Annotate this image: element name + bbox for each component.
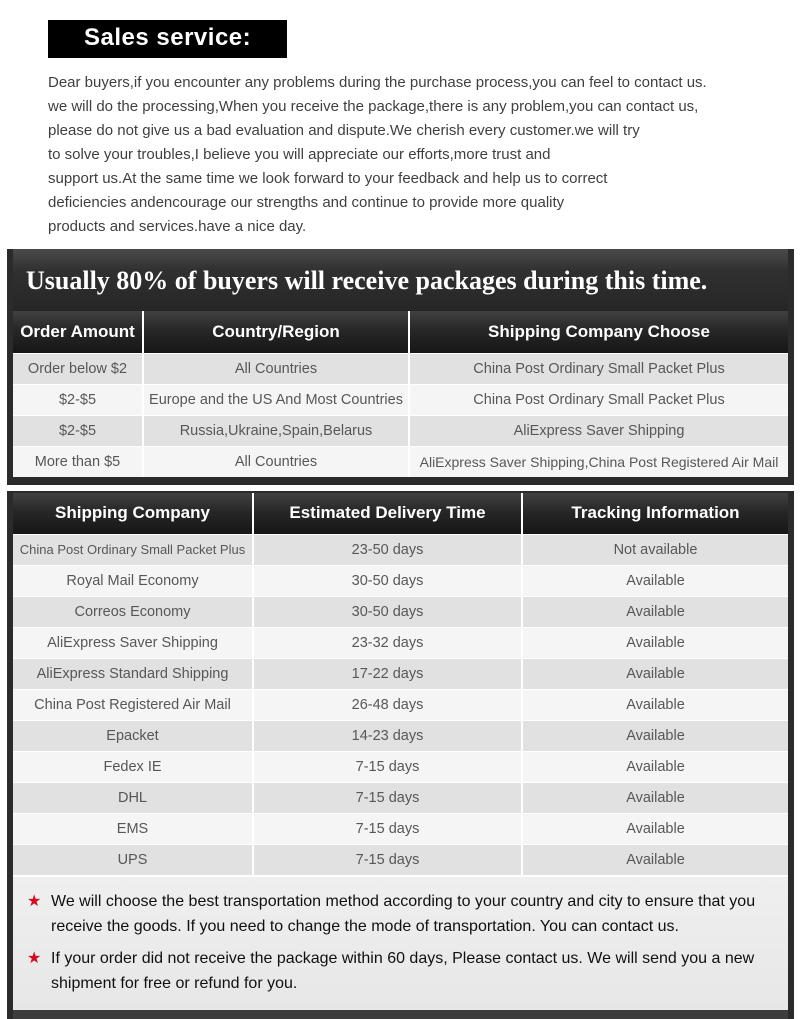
table-cell: China Post Ordinary Small Packet Plus bbox=[409, 384, 788, 415]
table-cell: China Post Registered Air Mail bbox=[13, 690, 253, 721]
table-cell: Available bbox=[522, 783, 788, 814]
table-row bbox=[13, 566, 788, 597]
table-cell: Europe and the US And Most Countries bbox=[143, 384, 409, 415]
table-cell: 30-50 days bbox=[253, 597, 522, 628]
table-row bbox=[13, 721, 788, 752]
table-row bbox=[13, 628, 788, 659]
table-cell: Available bbox=[522, 597, 788, 628]
table-cell: Available bbox=[522, 845, 788, 876]
table-cell: Epacket bbox=[13, 721, 253, 752]
table-cell: 7-15 days bbox=[253, 783, 522, 814]
table-row bbox=[13, 752, 788, 783]
table-cell: 7-15 days bbox=[253, 845, 522, 876]
shipping-choice-panel bbox=[7, 249, 794, 485]
table-cell: 7-15 days bbox=[253, 814, 522, 845]
table-cell: Fedex IE bbox=[13, 752, 253, 783]
table-cell: 30-50 days bbox=[253, 566, 522, 597]
table-row bbox=[13, 814, 788, 845]
table-cell: DHL bbox=[13, 783, 253, 814]
table-row bbox=[13, 353, 788, 384]
star-icon: ★ bbox=[27, 946, 41, 971]
table-cell: 23-50 days bbox=[253, 535, 522, 566]
table-cell: 23-32 days bbox=[253, 628, 522, 659]
table-cell: More than $5 bbox=[13, 446, 143, 477]
table-cell: AliExpress Saver Shipping bbox=[13, 628, 253, 659]
table-cell: Not available bbox=[522, 535, 788, 566]
table-cell: AliExpress Saver Shipping,China Post Registered Air Mail bbox=[409, 446, 788, 477]
star-icon: ★ bbox=[27, 889, 41, 914]
note-text: We will choose the best transportation method according to your country and city to ensure that you receive the goods. If you need to change the mode of transportation. You can contact us. bbox=[51, 893, 755, 935]
table-cell: Order below $2 bbox=[13, 353, 143, 384]
shipping-choice-table bbox=[13, 311, 788, 477]
delivery-info-panel bbox=[7, 491, 794, 1019]
table-header bbox=[13, 493, 788, 535]
table-cell: Correos Economy bbox=[13, 597, 253, 628]
table-cell: Available bbox=[522, 628, 788, 659]
column-header: Country/Region bbox=[143, 311, 409, 353]
table-cell: $2-$5 bbox=[13, 415, 143, 446]
table-cell: 14-23 days bbox=[253, 721, 522, 752]
column-header: Tracking Information bbox=[522, 493, 788, 535]
note-item bbox=[27, 946, 774, 996]
table-row bbox=[13, 659, 788, 690]
column-header: Shipping Company bbox=[13, 493, 253, 535]
table-row bbox=[13, 783, 788, 814]
delivery-time-table bbox=[13, 493, 788, 876]
table-body bbox=[13, 353, 788, 477]
table-cell: 17-22 days bbox=[253, 659, 522, 690]
note-item bbox=[27, 889, 774, 939]
table-header bbox=[13, 311, 788, 353]
table-row bbox=[13, 535, 788, 566]
column-header: Shipping Company Choose bbox=[409, 311, 788, 353]
table-row bbox=[13, 446, 788, 477]
table-cell: Available bbox=[522, 814, 788, 845]
paragraph-line: we will do the processing,When you receive the package,there is any problem,you can contact us, bbox=[48, 95, 770, 119]
table-cell: Available bbox=[522, 752, 788, 783]
table-row bbox=[13, 415, 788, 446]
table-row bbox=[13, 384, 788, 415]
table-cell: Available bbox=[522, 721, 788, 752]
table-cell: Russia,Ukraine,Spain,Belarus bbox=[143, 415, 409, 446]
table-cell: Available bbox=[522, 566, 788, 597]
table-body bbox=[13, 535, 788, 876]
table-cell: AliExpress Standard Shipping bbox=[13, 659, 253, 690]
table-cell: Available bbox=[522, 659, 788, 690]
table-cell: All Countries bbox=[143, 353, 409, 384]
shipping-banner: Usually 80% of buyers will receive packages during this time. bbox=[13, 249, 788, 311]
table-cell: UPS bbox=[13, 845, 253, 876]
paragraph-line: deficiencies andencourage our strengths and continue to provide more quality bbox=[48, 191, 770, 215]
table-row bbox=[13, 597, 788, 628]
table-cell: China Post Ordinary Small Packet Plus bbox=[13, 535, 253, 566]
sales-service-title: Sales service: bbox=[48, 20, 287, 58]
paragraph-line: please do not give us a bad evaluation and dispute.We cherish every customer.we will try bbox=[48, 119, 770, 143]
table-row bbox=[13, 690, 788, 721]
column-header: Order Amount bbox=[13, 311, 143, 353]
table-cell: 26-48 days bbox=[253, 690, 522, 721]
table-row bbox=[13, 845, 788, 876]
table-cell: Royal Mail Economy bbox=[13, 566, 253, 597]
note-text: If your order did not receive the package within 60 days, Please contact us. We will send you a new shipment for free or refund for you. bbox=[51, 950, 754, 992]
column-header: Estimated Delivery Time bbox=[253, 493, 522, 535]
paragraph-line: to solve your troubles,I believe you will appreciate our efforts,more trust and bbox=[48, 143, 770, 167]
table-cell: AliExpress Saver Shipping bbox=[409, 415, 788, 446]
table-cell: China Post Ordinary Small Packet Plus bbox=[409, 353, 788, 384]
paragraph-line: support us.At the same time we look forward to your feedback and help us to correct bbox=[48, 167, 770, 191]
table-cell: $2-$5 bbox=[13, 384, 143, 415]
paragraph-line: Dear buyers,if you encounter any problems during the purchase process,you can feel to contact us. bbox=[48, 71, 770, 95]
table-cell: Available bbox=[522, 690, 788, 721]
table-cell: 7-15 days bbox=[253, 752, 522, 783]
shipping-notes bbox=[13, 875, 788, 1019]
table-cell: EMS bbox=[13, 814, 253, 845]
table-cell: All Countries bbox=[143, 446, 409, 477]
sales-service-paragraph bbox=[48, 71, 770, 239]
header-row bbox=[13, 311, 788, 353]
header-row bbox=[13, 493, 788, 535]
paragraph-line: products and services.have a nice day. bbox=[48, 215, 770, 239]
